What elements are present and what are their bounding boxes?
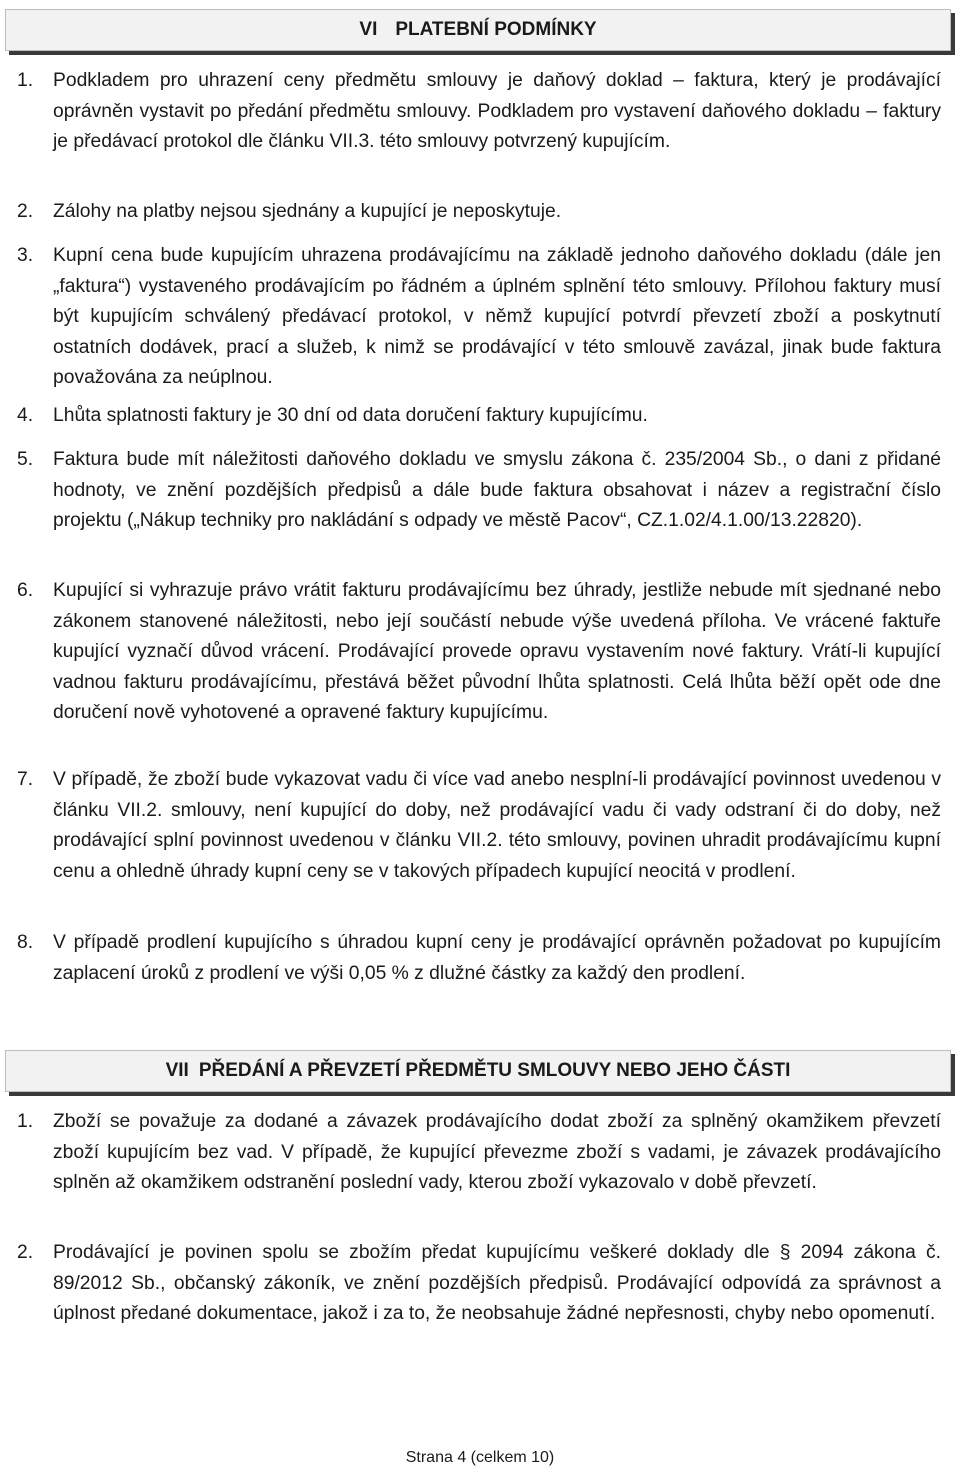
paragraph-text: Kupní cena bude kupujícím uhrazena prodávajícímu na základě jednoho daňového dokladu (dále jen „faktura“) vystaveného prodávajícím po řádném a úplném splnění této smlouvy. Přílohou faktury musí být kupujícím schválený předávací protokol, v němž kupující potvrdí převzetí zboží a poskytnutí ostatních dodávek, prací a služeb, k nimž se prodávající v této smlouvě zavázal, jinak bude faktura považována za neúplnou. [53, 245, 941, 388]
paragraph-number: 2. [17, 201, 34, 222]
section-heading-vii [5, 1050, 951, 1092]
paragraph-vi-1 [17, 66, 941, 158]
paragraph-text: Zálohy na platby nejsou sjednány a kupující je neposkytuje. [53, 201, 562, 222]
paragraph-vi-5 [17, 445, 941, 537]
section-title: PŘEDÁNÍ A PŘEVZETÍ PŘEDMĚTU SMLOUVY NEBO JEHO ČÁSTI [198, 1060, 791, 1081]
paragraph-vii-1 [17, 1107, 941, 1199]
paragraph-vi-4 [17, 401, 941, 432]
section-title: PLATEBNÍ PODMÍNKY [395, 19, 597, 40]
section-number: VII [165, 1060, 189, 1081]
paragraph-vi-2 [17, 197, 941, 228]
paragraph-vi-8 [17, 928, 941, 989]
paragraph-text: Faktura bude mít náležitosti daňového dokladu ve smyslu zákona č. 235/2004 Sb., o dani z přidané hodnoty, ve znění pozdějších předpisů a dále bude faktura obsahovat i název a registrační číslo projektu („Nákup techniky pro nakládání s odpady ve městě Pacov“, CZ.1.02/4.1.00/13.22820). [53, 449, 941, 531]
paragraph-text: Kupující si vyhrazuje právo vrátit fakturu prodávajícímu bez úhrady, jestliže nebude mít sjednané nebo zákonem stanovené náležitosti, nebo její součástí nebude výše uvedená příloha. Ve vrácené faktuře kupující vyznačí důvod vrácení. Prodávající provede opravu vystavením nové faktury. Vrátí-li kupující vadnou fakturu prodávajícímu, přestává běžet původní lhůta splatnosti. Celá lhůta běží opět ode dne doručení nově vyhotovené a opravené faktury kupujícímu. [53, 580, 941, 723]
paragraph-number: 3. [17, 245, 34, 266]
paragraph-vi-6 [17, 576, 941, 729]
paragraph-text: Zboží se považuje za dodané a závazek prodávajícího dodat zboží za splněný okamžikem převzetí zboží kupujícím bez vad. V případě, že kupující převezme zboží s vadami, je závazek prodávajícího splněn až okamžikem odstranění poslední vady, kterou zboží vykazovalo v době převzetí. [53, 1111, 941, 1193]
paragraph-number: 6. [17, 580, 34, 601]
paragraph-text: V případě prodlení kupujícího s úhradou kupní ceny je prodávající oprávněn požadovat po kupujícím zaplacení úroků z prodlení ve výši 0,05 % z dlužné částky za každý den prodlení. [53, 932, 941, 984]
paragraph-number: 7. [17, 769, 34, 790]
paragraph-number: 8. [17, 932, 34, 953]
paragraph-vi-3 [17, 241, 941, 394]
paragraph-text: Lhůta splatnosti faktury je 30 dní od data doručení faktury kupujícímu. [53, 405, 648, 426]
paragraph-vii-2 [17, 1238, 941, 1330]
paragraph-number: 1. [17, 1111, 34, 1132]
section-number: VI [359, 19, 378, 40]
paragraph-number: 5. [17, 449, 34, 470]
paragraph-number: 1. [17, 70, 34, 91]
paragraph-number: 4. [17, 405, 34, 426]
paragraph-number: 2. [17, 1242, 34, 1263]
paragraph-text: Prodávající je povinen spolu se zbožím předat kupujícímu veškeré doklady dle § 2094 zákona č. 89/2012 Sb., občanský zákoník, ve znění pozdějších předpisů. Prodávající odpovídá za správnost a úplnost předané dokumentace, jakož i za to, že neobsahuje žádné nepřesnosti, chyby nebo opomenutí. [53, 1242, 941, 1324]
section-heading-vi [5, 9, 951, 51]
page-footer: Strana 4 (celkem 10) [405, 1449, 555, 1466]
paragraph-text: Podkladem pro uhrazení ceny předmětu smlouvy je daňový doklad – faktura, který je prodávající oprávněn vystavit po předání předmětu smlouvy. Podkladem pro vystavení daňového dokladu – faktury je předávací protokol dle článku VII.3. této smlouvy potvrzený kupujícím. [53, 70, 941, 152]
paragraph-vi-7 [17, 765, 941, 887]
paragraph-text: V případě, že zboží bude vykazovat vadu či více vad anebo nesplní-li prodávající povinnost uvedenou v článku VII.2. smlouvy, není kupující do doby, než prodávající vadu či vady odstraní či do doby, než prodávající splní povinnost uvedenou v článku VII.2. této smlouvy, povinen uhradit prodávajícímu kupní cenu a ohledně úhrady kupní ceny se v takových případech kupující neocitá v prodlení. [53, 769, 941, 882]
